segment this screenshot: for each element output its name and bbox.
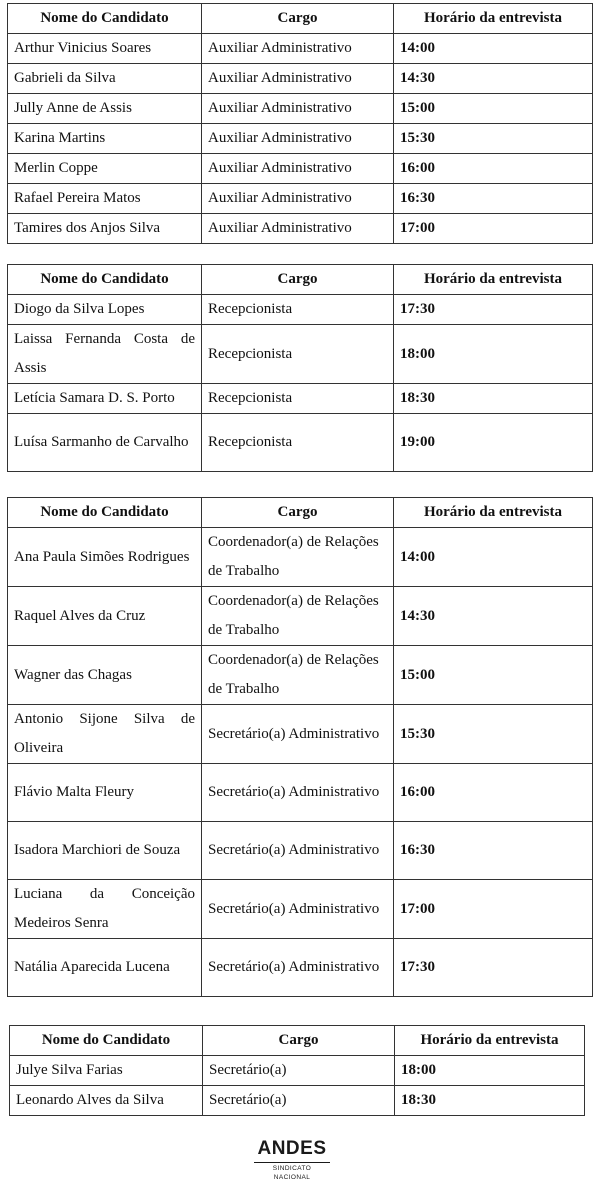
interview-time: 18:30	[394, 384, 593, 414]
interview-time: 17:30	[394, 939, 593, 997]
candidate-role: Auxiliar Administrativo	[202, 184, 394, 214]
interview-table-secretario	[9, 1025, 585, 1116]
interview-time: 15:30	[394, 124, 593, 154]
table-row	[8, 880, 593, 939]
candidate-name: Letícia Samara D. S. Porto	[8, 384, 202, 414]
header-role: Cargo	[202, 4, 394, 34]
candidate-name: Leonardo Alves da Silva	[10, 1086, 203, 1116]
table-row	[8, 764, 593, 822]
candidate-name: Arthur Vinicius Soares	[8, 34, 202, 64]
candidate-name: Antonio Sijone Silva de Oliveira	[8, 705, 202, 764]
table-row	[8, 295, 593, 325]
table-header-row	[8, 498, 593, 528]
header-role: Cargo	[202, 265, 394, 295]
header-name: Nome do Candidato	[8, 498, 202, 528]
interview-table-coordenador-secretario	[7, 497, 593, 997]
table-row	[8, 154, 593, 184]
header-name: Nome do Candidato	[10, 1026, 203, 1056]
candidate-role: Secretário(a) Administrativo	[202, 705, 394, 764]
andes-logo	[254, 1138, 330, 1182]
candidate-name: Wagner das Chagas	[8, 646, 202, 705]
candidate-role: Secretário(a) Administrativo	[202, 764, 394, 822]
table-row	[8, 414, 593, 472]
candidate-role: Secretário(a) Administrativo	[202, 880, 394, 939]
candidate-role: Coordenador(a) de Relações de Trabalho	[202, 587, 394, 646]
interview-time: 16:30	[394, 184, 593, 214]
table-row	[10, 1056, 585, 1086]
table-row	[8, 384, 593, 414]
candidate-role: Secretário(a) Administrativo	[202, 939, 394, 997]
interview-table-auxiliar	[7, 3, 593, 244]
candidate-role: Secretário(a) Administrativo	[202, 822, 394, 880]
candidate-name: Laissa Fernanda Costa de Assis	[8, 325, 202, 384]
table-header-row	[8, 265, 593, 295]
candidate-name: Karina Martins	[8, 124, 202, 154]
table-row	[8, 939, 593, 997]
candidate-name: Luciana da Conceição Medeiros Senra	[8, 880, 202, 939]
header-time: Horário da entrevista	[394, 498, 593, 528]
candidate-role: Secretário(a)	[203, 1056, 395, 1086]
interview-time: 17:00	[394, 880, 593, 939]
logo-divider	[254, 1162, 330, 1163]
candidate-role: Coordenador(a) de Relações de Trabalho	[202, 528, 394, 587]
candidate-role: Recepcionista	[202, 295, 394, 325]
table-row	[8, 528, 593, 587]
header-time: Horário da entrevista	[395, 1026, 585, 1056]
table-header-row	[8, 4, 593, 34]
candidate-name: Tamires dos Anjos Silva	[8, 214, 202, 244]
candidate-name: Flávio Malta Fleury	[8, 764, 202, 822]
header-role: Cargo	[202, 498, 394, 528]
table-row	[8, 705, 593, 764]
interview-time: 17:30	[394, 295, 593, 325]
interview-table-recepcionista	[7, 264, 593, 472]
table-row	[8, 184, 593, 214]
interview-time: 19:00	[394, 414, 593, 472]
table-row	[8, 587, 593, 646]
candidate-role: Recepcionista	[202, 414, 394, 472]
table-row	[8, 325, 593, 384]
candidate-name: Natália Aparecida Lucena	[8, 939, 202, 997]
table-row	[8, 646, 593, 705]
interview-time: 14:30	[394, 64, 593, 94]
interview-time: 18:00	[394, 325, 593, 384]
candidate-role: Recepcionista	[202, 384, 394, 414]
candidate-name: Merlin Coppe	[8, 154, 202, 184]
interview-time: 16:30	[394, 822, 593, 880]
candidate-name: Gabrieli da Silva	[8, 64, 202, 94]
header-name: Nome do Candidato	[8, 265, 202, 295]
interview-time: 15:00	[394, 646, 593, 705]
candidate-role: Auxiliar Administrativo	[202, 124, 394, 154]
table-row	[8, 822, 593, 880]
table-row	[10, 1086, 585, 1116]
candidate-name: Rafael Pereira Matos	[8, 184, 202, 214]
table-row	[8, 124, 593, 154]
header-time: Horário da entrevista	[394, 4, 593, 34]
interview-time: 15:30	[394, 705, 593, 764]
table-row	[8, 94, 593, 124]
table-header-row	[10, 1026, 585, 1056]
candidate-role: Auxiliar Administrativo	[202, 64, 394, 94]
candidate-name: Isadora Marchiori de Souza	[8, 822, 202, 880]
candidate-name: Diogo da Silva Lopes	[8, 295, 202, 325]
header-time: Horário da entrevista	[394, 265, 593, 295]
interview-time: 14:30	[394, 587, 593, 646]
interview-time: 15:00	[394, 94, 593, 124]
table-row	[8, 34, 593, 64]
table-row	[8, 64, 593, 94]
interview-time: 18:00	[395, 1056, 585, 1086]
table-row	[8, 214, 593, 244]
candidate-name: Jully Anne de Assis	[8, 94, 202, 124]
logo-subtitle: SINDICATO NACIONAL	[272, 1165, 312, 1181]
candidate-role: Auxiliar Administrativo	[202, 94, 394, 124]
header-role: Cargo	[203, 1026, 395, 1056]
interview-time: 17:00	[394, 214, 593, 244]
interview-time: 16:00	[394, 764, 593, 822]
candidate-name: Julye Silva Farias	[10, 1056, 203, 1086]
candidate-role: Coordenador(a) de Relações de Trabalho	[202, 646, 394, 705]
interview-time: 18:30	[395, 1086, 585, 1116]
interview-time: 14:00	[394, 34, 593, 64]
candidate-name: Raquel Alves da Cruz	[8, 587, 202, 646]
interview-time: 16:00	[394, 154, 593, 184]
candidate-name: Luísa Sarmanho de Carvalho	[8, 414, 202, 472]
candidate-role: Auxiliar Administrativo	[202, 214, 394, 244]
interview-time: 14:00	[394, 528, 593, 587]
header-name: Nome do Candidato	[8, 4, 202, 34]
candidate-role: Auxiliar Administrativo	[202, 154, 394, 184]
candidate-role: Secretário(a)	[203, 1086, 395, 1116]
candidate-role: Recepcionista	[202, 325, 394, 384]
logo-brand: ANDES	[257, 1138, 327, 1159]
candidate-name: Ana Paula Simões Rodrigues	[8, 528, 202, 587]
candidate-role: Auxiliar Administrativo	[202, 34, 394, 64]
